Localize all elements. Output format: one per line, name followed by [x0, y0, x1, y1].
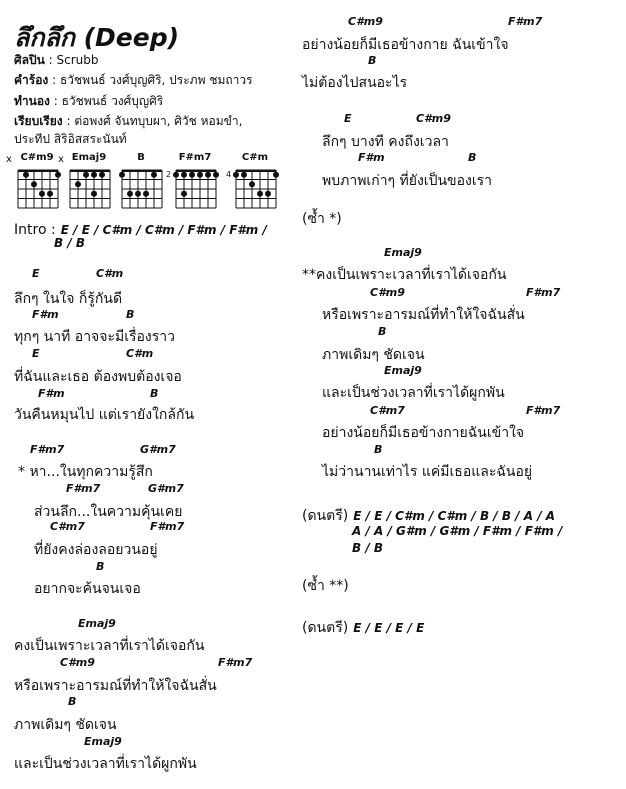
finger-dot	[265, 191, 271, 197]
chord-symbol: C#m9	[60, 656, 95, 669]
finger-dot	[181, 191, 187, 197]
chord-symbol: F#m	[32, 308, 59, 321]
lyric-line: (ซ้ำ *)	[302, 211, 342, 227]
arranger-line-2: ประทีป สิริอิสสระนันท์	[14, 132, 127, 146]
chord-symbol: F#m7	[526, 286, 561, 299]
chord-symbol: Emaj9	[384, 246, 422, 259]
fret-number: 2	[166, 170, 172, 179]
chord-symbol: C#m7	[50, 520, 85, 533]
chord-symbol: E	[344, 112, 352, 125]
chord-symbol: B	[150, 387, 159, 400]
chord-symbol: E	[32, 267, 40, 280]
chord-symbol: B	[368, 54, 377, 67]
chord-symbol: Emaj9	[384, 364, 422, 377]
fretboard-grid	[118, 167, 166, 211]
finger-dot	[151, 172, 157, 178]
finger-dot	[135, 191, 141, 197]
lyric-line: อย่างน้อยก็มีเธอข้างกาย ฉันเข้าใจ	[302, 37, 509, 53]
interlude-1-progression: E / E / C#m / C#m / B / B / A / A	[353, 509, 556, 523]
chord-symbol: B	[468, 151, 477, 164]
outro-label: (ดนตรี)	[302, 620, 349, 636]
finger-dot	[273, 172, 279, 178]
lyric-line: หรือเพราะอารมณ์ที่ทำให้ใจฉันสั่น	[322, 307, 525, 323]
finger-dot	[205, 172, 211, 178]
finger-dot	[99, 172, 105, 178]
muted-string-marker: x	[58, 154, 64, 165]
finger-dot	[75, 181, 81, 187]
arranger-label: เรียบเรียง	[14, 114, 63, 128]
lyric-line: อยากจะค้นจนเจอ	[34, 581, 141, 597]
lyricist-separator: :	[52, 73, 60, 87]
finger-dot	[197, 172, 203, 178]
lyric-line: และเป็นช่วงเวลาที่เราได้ผูกพัน	[322, 385, 505, 401]
arranger-names: ต่อพงศ์ จันทบุบผา, ศิวัช หอมขำ,	[74, 114, 243, 128]
chord-symbol: C#m9	[370, 286, 405, 299]
chord-symbol: F#m7	[66, 482, 101, 495]
chord-symbol: C#m9	[416, 112, 451, 125]
finger-dot	[39, 191, 45, 197]
muted-string-marker: x	[6, 154, 12, 165]
lyric-line: **คงเป็นเพราะเวลาที่เราได้เจอกัน	[302, 267, 507, 283]
chord-diagram-name: B	[137, 152, 145, 163]
fretboard-grid	[172, 167, 220, 211]
finger-dot	[91, 172, 97, 178]
lyric-line: หรือเพราะอารมณ์ที่ทำให้ใจฉันสั่น	[14, 678, 217, 694]
repeat-marker: (ซ้ำ **)	[302, 578, 349, 594]
interlude-1-label: (ดนตรี)	[302, 508, 349, 524]
finger-dot	[143, 191, 149, 197]
lyric-line: ลึกๆ บางที คงถึงเวลา	[322, 134, 449, 150]
composer-label: ทำนอง	[14, 94, 50, 108]
fretboard-grid	[14, 167, 62, 211]
chord-diagram	[118, 152, 166, 210]
chord-symbol: B	[378, 325, 387, 338]
finger-dot	[257, 191, 263, 197]
artist-label: ศิลปิน	[14, 53, 45, 67]
lyric-line: คงเป็นเพราะเวลาที่เราได้เจอกัน	[14, 638, 205, 654]
chord-symbol: B	[126, 308, 135, 321]
finger-dot	[173, 172, 179, 178]
finger-dot	[55, 172, 61, 178]
chord-symbol: F#m7	[150, 520, 185, 533]
lyric-line: ภาพเดิมๆ ชัดเจน	[322, 347, 425, 363]
chord-diagram-name: Emaj9	[71, 152, 107, 163]
fret-number: 4	[226, 170, 232, 179]
finger-dot	[119, 172, 125, 178]
finger-dot	[31, 181, 37, 187]
lyric-line: ที่ยังคงล่องลอยวนอยู่	[34, 542, 158, 558]
finger-dot	[241, 172, 247, 178]
artist-line	[14, 51, 98, 70]
lyric-line: ไม่ต้องไปสนอะไร	[302, 75, 408, 91]
intro-progression: E / E / C#m / C#m / F#m / F#m /	[60, 223, 267, 237]
lyric-line: * หา...ในทุกความรู้สึก	[18, 464, 153, 480]
chord-symbol: Emaj9	[78, 617, 116, 630]
lyric-line: วันคืนหมุนไป แต่เรายังใกล้กัน	[14, 407, 195, 423]
lyric-line: ที่ฉันและเธอ ต้องพบต้องเจอ	[14, 369, 182, 385]
composer-line	[14, 92, 163, 111]
interlude-1-progression-2: A / A / G#m / G#m / F#m / F#m /	[352, 524, 563, 538]
chord-symbol: G#m7	[148, 482, 184, 495]
outro-line	[302, 617, 424, 639]
fretboard-grid	[232, 167, 280, 211]
chord-diagram	[58, 152, 114, 210]
lyric-line: ไม่ว่านานเท่าไร แค่มีเธอและฉันอยู่	[322, 464, 533, 480]
chord-symbol: C#m	[96, 267, 124, 280]
lyricist-label: คำร้อง	[14, 73, 49, 87]
chord-symbol: F#m7	[508, 15, 543, 28]
finger-dot	[233, 172, 239, 178]
finger-dot	[91, 191, 97, 197]
finger-dot	[189, 172, 195, 178]
arranger-separator: :	[66, 114, 75, 128]
chord-symbol: F#m7	[526, 404, 561, 417]
lyric-line: พบภาพเก่าๆ ที่ยังเป็นของเรา	[322, 173, 493, 189]
intro-label: Intro :	[14, 222, 56, 238]
lyricist-name: ธวัชพนธ์ วงศ์บุญศิริ, ประภพ ชมถาวร	[59, 73, 253, 87]
lyricist-line	[14, 71, 253, 90]
song-title: ลึกลึก (Deep)	[14, 23, 180, 52]
chord-symbol: F#m	[38, 387, 65, 400]
lyric-line: ลึกๆ ในใจ ก็รู้กันดี	[14, 291, 123, 307]
finger-dot	[127, 191, 133, 197]
chord-symbol: C#m7	[370, 404, 405, 417]
intro-progression-2: B / B	[54, 236, 86, 250]
chord-diagram-name: C#m	[241, 152, 269, 163]
chord-symbol: F#m7	[30, 443, 65, 456]
chord-symbol: B	[374, 443, 383, 456]
lyric-line: อย่างน้อยก็มีเธอข้างกายฉันเข้าใจ	[322, 425, 525, 441]
chord-symbol: C#m	[126, 347, 154, 360]
finger-dot	[181, 172, 187, 178]
intro-line	[14, 219, 267, 238]
artist-name: Scrubb	[56, 53, 99, 67]
interlude-1-progression-3: B / B	[352, 541, 384, 555]
chord-symbol: B	[68, 695, 77, 708]
finger-dot	[83, 172, 89, 178]
chord-symbol: Emaj9	[84, 735, 122, 748]
arranger-line	[14, 112, 242, 131]
chord-symbol: C#m9	[348, 15, 383, 28]
outro-progression: E / E / E / E	[353, 621, 425, 635]
artist-separator: :	[48, 53, 57, 67]
chord-diagram-name: C#m9	[20, 152, 54, 163]
lyric-line: ทุกๆ นาที อาจจะมีเรื่องราว	[14, 329, 175, 345]
chord-diagram	[226, 152, 280, 210]
finger-dot	[23, 172, 29, 178]
chord-symbol: F#m7	[218, 656, 253, 669]
lyric-line: ส่วนลึก...ในความคุ้นเคย	[34, 504, 183, 520]
chord-diagram-name: F#m7	[178, 152, 212, 163]
composer-name: ธวัชพนธ์ วงศ์บุญศิริ	[61, 94, 164, 108]
finger-dot	[47, 191, 53, 197]
fretboard-grid	[66, 167, 114, 211]
chord-symbol: F#m	[358, 151, 385, 164]
chord-symbol: G#m7	[140, 443, 176, 456]
chord-symbol: B	[96, 560, 105, 573]
finger-dot	[249, 181, 255, 187]
chord-symbol: E	[32, 347, 40, 360]
lyric-line: ภาพเดิมๆ ชัดเจน	[14, 717, 117, 733]
composer-separator: :	[53, 94, 62, 108]
finger-dot	[213, 172, 219, 178]
lyric-line: และเป็นช่วงเวลาที่เราได้ผูกพัน	[14, 756, 197, 772]
chord-diagram	[6, 152, 62, 210]
chord-diagram	[166, 152, 220, 210]
